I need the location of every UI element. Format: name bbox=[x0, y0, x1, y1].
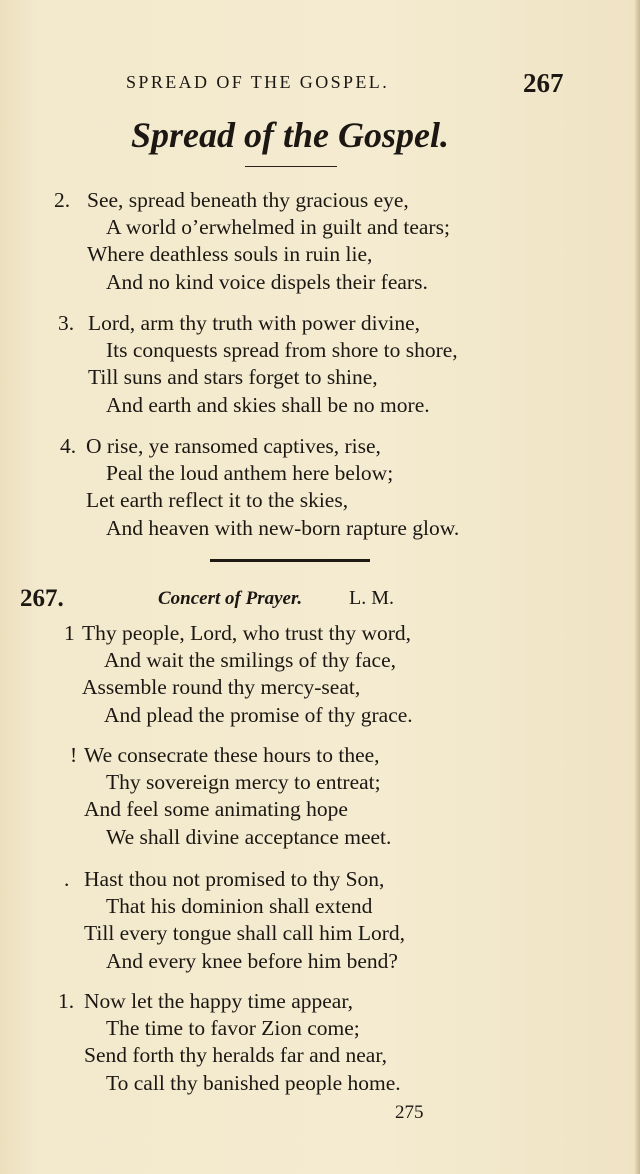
hymn-verse-1 bbox=[64, 620, 413, 729]
verse-line: And wait the smilings of thy face, bbox=[104, 648, 396, 673]
verse-line: And no kind voice dispels their fears. bbox=[106, 269, 428, 294]
verse-line: Hast thou not promised to thy Son, bbox=[84, 867, 385, 891]
verse-line: Lord, arm thy truth with power divine, bbox=[88, 311, 420, 335]
verse-line: And earth and skies shall be no more. bbox=[106, 392, 430, 417]
verse-line: Peal the loud anthem here below; bbox=[106, 461, 394, 486]
verse-line: O rise, ye ransomed captives, rise, bbox=[86, 434, 381, 458]
verse-line: Let earth reflect it to the skies, bbox=[86, 488, 349, 513]
verse-2 bbox=[54, 187, 450, 296]
verse-line: We shall divine acceptance meet. bbox=[106, 824, 392, 849]
verse-line: To call thy banished people home. bbox=[106, 1070, 401, 1095]
hymn-verse-2 bbox=[70, 742, 391, 851]
verse-line: And heaven with new-born rapture glow. bbox=[106, 515, 460, 540]
running-head: SPREAD OF THE GOSPEL. bbox=[126, 72, 390, 92]
hymn-number: 267. bbox=[20, 585, 64, 612]
section-title: Spread of the Gospel. bbox=[131, 115, 449, 155]
page-number: 267 bbox=[523, 68, 564, 98]
verse-line: See, spread beneath thy gracious eye, bbox=[87, 188, 409, 212]
section-divider bbox=[210, 559, 370, 562]
verse-line: Till every tongue shall call him Lord, bbox=[84, 921, 406, 946]
verse-number: 3. bbox=[58, 311, 75, 335]
verse-line: Thy sovereign mercy to entreat; bbox=[106, 770, 381, 795]
verse-line: We consecrate these hours to thee, bbox=[84, 743, 380, 767]
verse-4 bbox=[60, 433, 459, 542]
verse-number: ! bbox=[70, 743, 78, 767]
verse-number: 4. bbox=[60, 434, 77, 458]
verse-3 bbox=[58, 310, 458, 419]
hymn-verse-3 bbox=[64, 866, 405, 975]
verse-line: Now let the happy time appear, bbox=[84, 989, 353, 1013]
title-rule bbox=[245, 166, 337, 167]
verse-line: Its conquests spread from shore to shore, bbox=[106, 338, 458, 363]
verse-number: 1 bbox=[64, 621, 75, 645]
signature-number: 275 bbox=[395, 1102, 424, 1123]
verse-line: Send forth thy heralds far and near, bbox=[84, 1043, 388, 1068]
verse-line: That his dominion shall extend bbox=[106, 894, 373, 919]
verse-number: . bbox=[64, 867, 70, 891]
verse-line: Where deathless souls in ruin lie, bbox=[87, 242, 373, 267]
verse-number: 2. bbox=[54, 188, 71, 212]
verse-line: A world o’erwhelmed in guilt and tears; bbox=[106, 215, 450, 240]
verse-line: The time to favor Zion come; bbox=[106, 1016, 360, 1041]
hymn-title: Concert of Prayer. bbox=[158, 588, 303, 609]
verse-line: And every knee before him bend? bbox=[106, 948, 398, 973]
verse-line: And feel some animating hope bbox=[84, 797, 348, 822]
hymn-verse-4 bbox=[58, 988, 401, 1097]
hymn-meter: L. M. bbox=[349, 587, 394, 609]
verse-line: And plead the promise of thy grace. bbox=[104, 702, 413, 727]
verse-number: 1. bbox=[58, 989, 75, 1013]
verse-line: Till suns and stars forget to shine, bbox=[88, 365, 378, 390]
verse-line: Assemble round thy mercy-seat, bbox=[82, 675, 361, 700]
page-gutter-shadow bbox=[634, 0, 640, 1174]
verse-line: Thy people, Lord, who trust thy word, bbox=[82, 621, 412, 645]
